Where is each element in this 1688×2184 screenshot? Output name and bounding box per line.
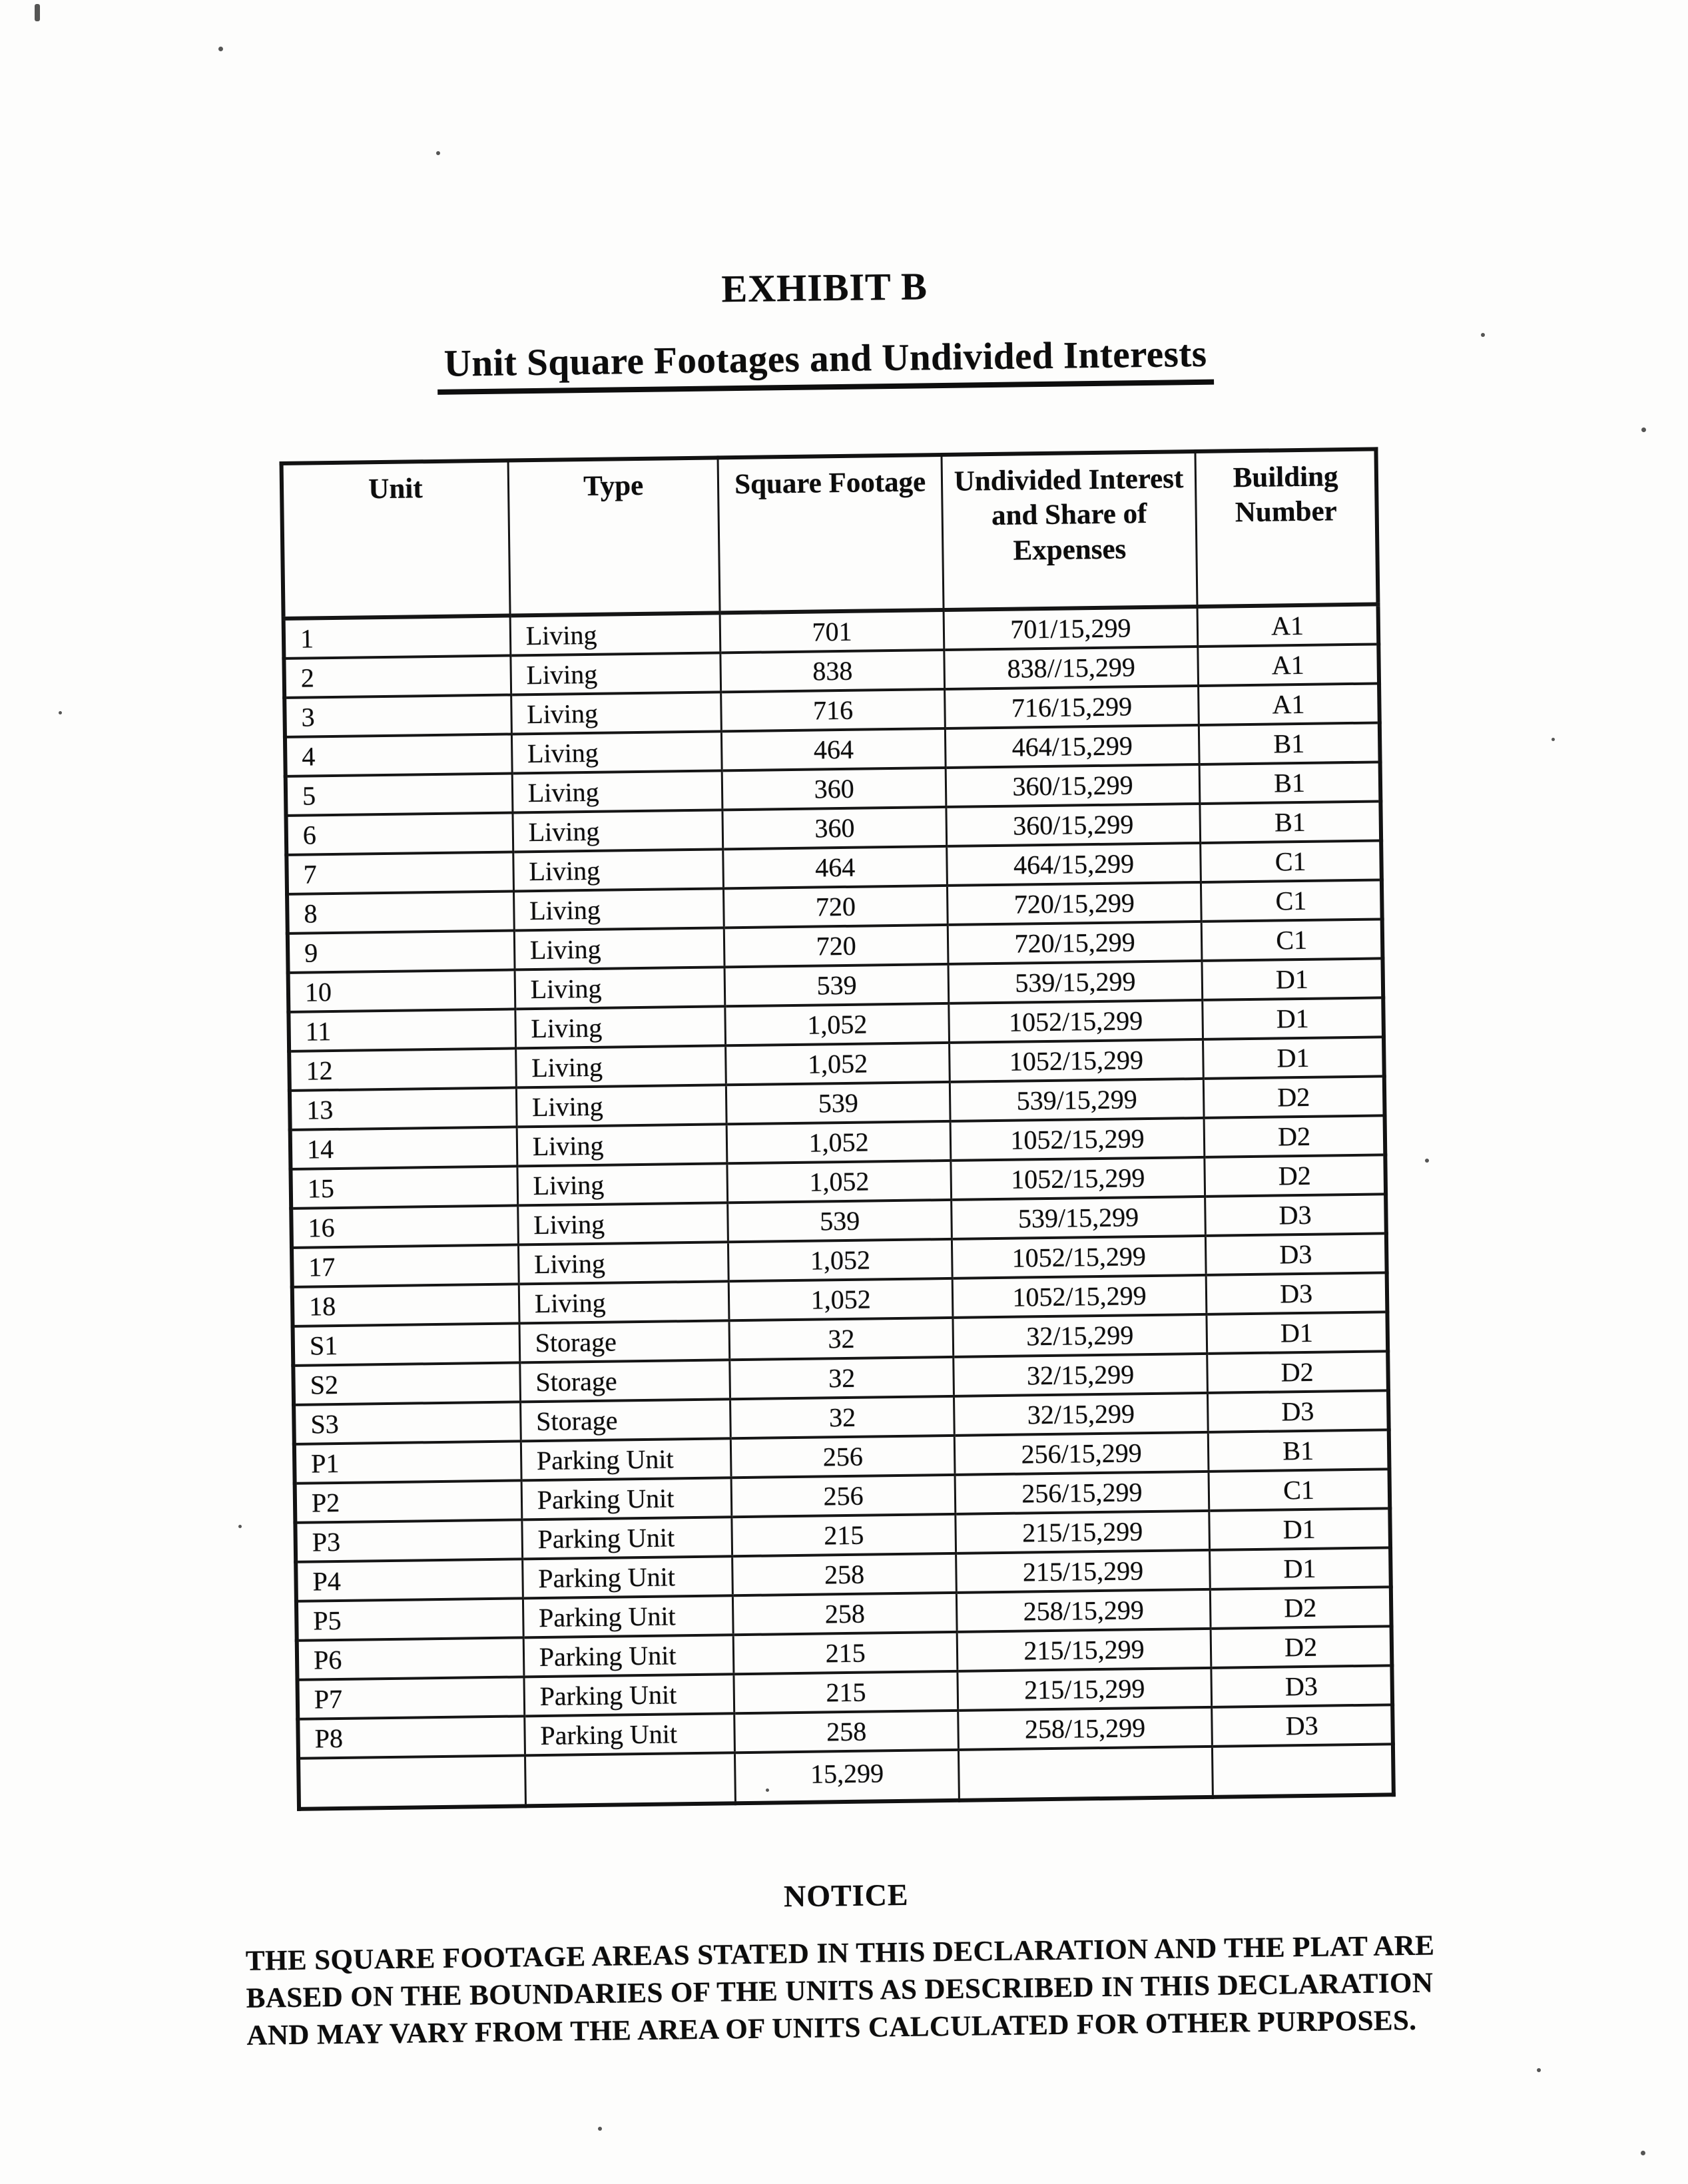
unit-cell: P4	[296, 1559, 523, 1601]
square-footage-cell: 720	[724, 886, 948, 928]
type-cell: Parking Unit	[521, 1478, 732, 1519]
unit-cell: 9	[288, 930, 515, 972]
unit-cell: P1	[294, 1441, 521, 1483]
building-number-cell: D2	[1211, 1587, 1392, 1629]
type-cell: Living	[516, 1085, 726, 1127]
unit-cell: P8	[298, 1716, 525, 1758]
type-cell: Living	[511, 653, 721, 694]
unit-cell: P2	[295, 1480, 522, 1522]
building-number-cell: B1	[1199, 722, 1380, 764]
square-footage-cell: 215	[734, 1632, 958, 1674]
undivided-interest-cell: 464/15,299	[946, 843, 1201, 886]
building-number-cell: B1	[1199, 762, 1380, 804]
building-number-cell: D1	[1207, 1312, 1388, 1354]
square-footage-cell: 215	[734, 1671, 958, 1713]
undivided-interest-cell: 32/15,299	[953, 1314, 1207, 1357]
square-footage-cell: 32	[729, 1318, 953, 1360]
undivided-interest-cell: 256/15,299	[954, 1432, 1209, 1475]
unit-cell: 7	[286, 852, 513, 894]
type-cell: Storage	[520, 1399, 730, 1441]
type-cell: Parking Unit	[522, 1517, 732, 1559]
unit-cell: 1	[284, 616, 511, 659]
total-square-footage: 15,299	[735, 1750, 959, 1803]
type-cell: Living	[513, 810, 723, 852]
unit-cell: P5	[296, 1598, 523, 1640]
type-cell: Parking Unit	[523, 1595, 733, 1637]
total-row-empty-cell	[958, 1747, 1213, 1800]
type-cell: Parking Unit	[523, 1635, 734, 1677]
square-footage-cell: 256	[731, 1436, 955, 1478]
square-footage-cell: 1,052	[727, 1161, 951, 1203]
type-cell: Living	[517, 1203, 728, 1244]
building-number-cell: D1	[1210, 1547, 1391, 1589]
building-number-cell: D3	[1206, 1233, 1387, 1275]
type-cell: Living	[517, 1163, 728, 1205]
building-number-cell: D3	[1212, 1705, 1393, 1747]
unit-cell: S3	[294, 1402, 521, 1444]
unit-cell: 17	[292, 1244, 519, 1286]
type-cell: Living	[517, 1124, 727, 1166]
building-number-cell: A1	[1198, 644, 1379, 686]
square-footage-cell: 1,052	[729, 1278, 953, 1320]
undivided-interest-cell: 1052/15,299	[952, 1275, 1207, 1318]
total-row-empty-cell	[1213, 1744, 1394, 1797]
square-footage-cell: 539	[728, 1200, 952, 1242]
type-cell: Living	[514, 928, 724, 969]
unit-cell: 15	[290, 1166, 517, 1208]
square-footage-cell: 701	[720, 610, 944, 653]
square-footage-cell: 464	[723, 846, 947, 888]
undivided-interest-cell: 701/15,299	[944, 607, 1198, 650]
undivided-interest-cell: 1052/15,299	[952, 1236, 1206, 1278]
unit-cell: S2	[293, 1362, 520, 1404]
square-footage-cell: 464	[722, 728, 946, 770]
undivided-interest-cell: 215/15,299	[956, 1511, 1210, 1553]
square-footage-cell: 32	[730, 1396, 954, 1438]
type-cell: Parking Unit	[524, 1674, 734, 1716]
square-footage-cell: 1,052	[728, 1239, 952, 1281]
square-footage-cell: 716	[721, 689, 945, 731]
unit-cell: S1	[293, 1323, 520, 1365]
undivided-interest-cell: 539/15,299	[948, 961, 1203, 1003]
square-footage-cell: 215	[732, 1514, 956, 1556]
unit-cell: 11	[288, 1009, 515, 1051]
undivided-interest-cell: 258/15,299	[958, 1707, 1212, 1750]
building-number-cell: C1	[1201, 880, 1382, 922]
notice-line: THE SQUARE FOOTAGE AREAS STATED IN THIS DECLARATION AND THE PLAT ARE	[245, 1930, 1435, 1977]
building-number-cell: D2	[1211, 1626, 1392, 1668]
undivided-interest-cell: 32/15,299	[954, 1354, 1208, 1396]
table-body	[284, 604, 1393, 1758]
col-header-square-footage: Square Footage	[718, 455, 943, 613]
building-number-cell: D2	[1207, 1351, 1388, 1393]
col-header-type: Type	[508, 457, 720, 615]
building-number-cell: C1	[1209, 1469, 1390, 1511]
undivided-interest-cell: 1052/15,299	[949, 1000, 1203, 1043]
building-number-cell: C1	[1201, 919, 1382, 961]
undivided-interest-cell: 215/15,299	[956, 1550, 1210, 1593]
col-header-building-number: Building Number	[1195, 449, 1378, 607]
type-cell: Storage	[519, 1320, 730, 1362]
building-number-cell: D1	[1203, 1037, 1384, 1079]
square-footage-cell: 360	[722, 807, 946, 849]
type-cell: Living	[519, 1281, 729, 1323]
building-number-cell: B1	[1208, 1430, 1389, 1472]
undivided-interest-cell: 360/15,299	[946, 764, 1200, 807]
undivided-interest-cell: 539/15,299	[950, 1079, 1204, 1121]
undivided-interest-cell: 720/15,299	[947, 882, 1201, 925]
square-footage-cell: 539	[726, 1082, 950, 1124]
square-footage-cell: 258	[732, 1553, 956, 1595]
notice-heading: NOTICE	[783, 1877, 909, 1914]
building-number-cell: D1	[1202, 958, 1383, 1000]
square-footage-cell: 539	[724, 964, 948, 1006]
unit-cell: 18	[292, 1284, 519, 1326]
type-cell: Living	[515, 1006, 726, 1048]
unit-cell: 2	[284, 655, 511, 697]
undivided-interest-cell: 1052/15,299	[951, 1157, 1205, 1200]
building-number-cell: D3	[1211, 1665, 1392, 1707]
type-cell: Living	[515, 1045, 726, 1087]
undivided-interest-cell: 838//15,299	[944, 647, 1199, 689]
building-number-cell: D1	[1209, 1508, 1390, 1550]
document-subtitle: Unit Square Footages and Undivided Interests	[437, 332, 1214, 395]
undivided-interest-cell: 256/15,299	[955, 1472, 1209, 1514]
unit-cell: P3	[295, 1519, 522, 1561]
building-number-cell: D2	[1205, 1155, 1386, 1197]
undivided-interest-cell: 464/15,299	[945, 725, 1199, 768]
unit-cell: 5	[286, 773, 513, 815]
undivided-interest-cell: 360/15,299	[946, 804, 1201, 846]
unit-cell: P6	[297, 1637, 524, 1679]
undivided-interest-cell: 1052/15,299	[950, 1118, 1205, 1161]
type-cell: Living	[518, 1242, 728, 1284]
notice-paragraph	[246, 1926, 1512, 2055]
notice-line: BASED ON THE BOUNDARIES OF THE UNITS AS DESCRIBED IN THIS DECLARATION	[246, 1967, 1434, 2014]
building-number-cell: D3	[1208, 1390, 1389, 1432]
square-footage-cell: 256	[732, 1475, 956, 1517]
type-cell: Parking Unit	[521, 1438, 731, 1480]
building-number-cell: D3	[1206, 1272, 1387, 1314]
unit-square-footage-table	[280, 447, 1396, 1810]
square-footage-cell: 32	[730, 1357, 954, 1399]
unit-cell: P7	[297, 1677, 524, 1719]
building-number-cell: A1	[1197, 604, 1378, 647]
unit-cell: 16	[291, 1205, 518, 1247]
unit-cell: 3	[284, 694, 511, 736]
square-footage-cell: 258	[734, 1711, 958, 1753]
total-row-empty-cell	[298, 1755, 525, 1808]
building-number-cell: B1	[1200, 801, 1381, 843]
total-row-empty-cell	[525, 1753, 736, 1806]
type-cell: Living	[513, 888, 724, 930]
exhibit-title: EXHIBIT B	[721, 264, 928, 311]
col-header-unit: Unit	[282, 461, 510, 619]
square-footage-cell: 1,052	[725, 1003, 949, 1045]
unit-cell: 10	[288, 969, 515, 1011]
type-cell: Living	[511, 731, 722, 773]
building-number-cell: D3	[1205, 1194, 1386, 1236]
square-footage-cell: 1,052	[726, 1043, 950, 1085]
square-footage-cell: 838	[720, 650, 944, 692]
type-cell: Parking Unit	[525, 1713, 735, 1755]
type-cell: Living	[511, 692, 721, 734]
undivided-interest-cell: 716/15,299	[944, 686, 1199, 728]
type-cell: Parking Unit	[522, 1556, 732, 1598]
unit-cell: 13	[290, 1087, 517, 1129]
unit-cell: 4	[285, 734, 512, 776]
unit-cell: 14	[290, 1127, 517, 1169]
unit-cell: 12	[289, 1048, 516, 1090]
undivided-interest-cell: 539/15,299	[951, 1197, 1205, 1239]
type-cell: Storage	[520, 1360, 730, 1402]
type-cell: Living	[515, 967, 725, 1009]
undivided-interest-cell: 215/15,299	[957, 1629, 1211, 1671]
undivided-interest-cell: 32/15,299	[954, 1393, 1208, 1436]
building-number-cell: A1	[1199, 683, 1380, 725]
building-number-cell: D1	[1203, 997, 1384, 1039]
unit-cell: 8	[287, 891, 514, 933]
square-footage-cell: 360	[722, 768, 946, 810]
col-header-undivided-interest: Undivided Interest and Share of Expenses	[942, 451, 1197, 610]
unit-cell: 6	[286, 812, 513, 854]
undivided-interest-cell: 258/15,299	[956, 1589, 1211, 1632]
undivided-interest-cell: 215/15,299	[958, 1668, 1212, 1711]
undivided-interest-cell: 1052/15,299	[949, 1039, 1203, 1082]
building-number-cell: C1	[1201, 840, 1382, 882]
header-row	[282, 449, 1378, 618]
building-number-cell: D2	[1204, 1076, 1385, 1118]
square-footage-cell: 258	[733, 1593, 957, 1635]
type-cell: Living	[512, 770, 722, 812]
square-footage-cell: 720	[724, 925, 948, 967]
notice-line: AND MAY VARY FROM THE AREA OF UNITS CALCULATED FOR OTHER PURPOSES.	[246, 2004, 1417, 2051]
type-cell: Living	[513, 849, 724, 891]
square-footage-cell: 1,052	[727, 1121, 951, 1163]
undivided-interest-cell: 720/15,299	[948, 922, 1202, 964]
building-number-cell: D2	[1204, 1115, 1385, 1157]
type-cell: Living	[510, 613, 720, 655]
